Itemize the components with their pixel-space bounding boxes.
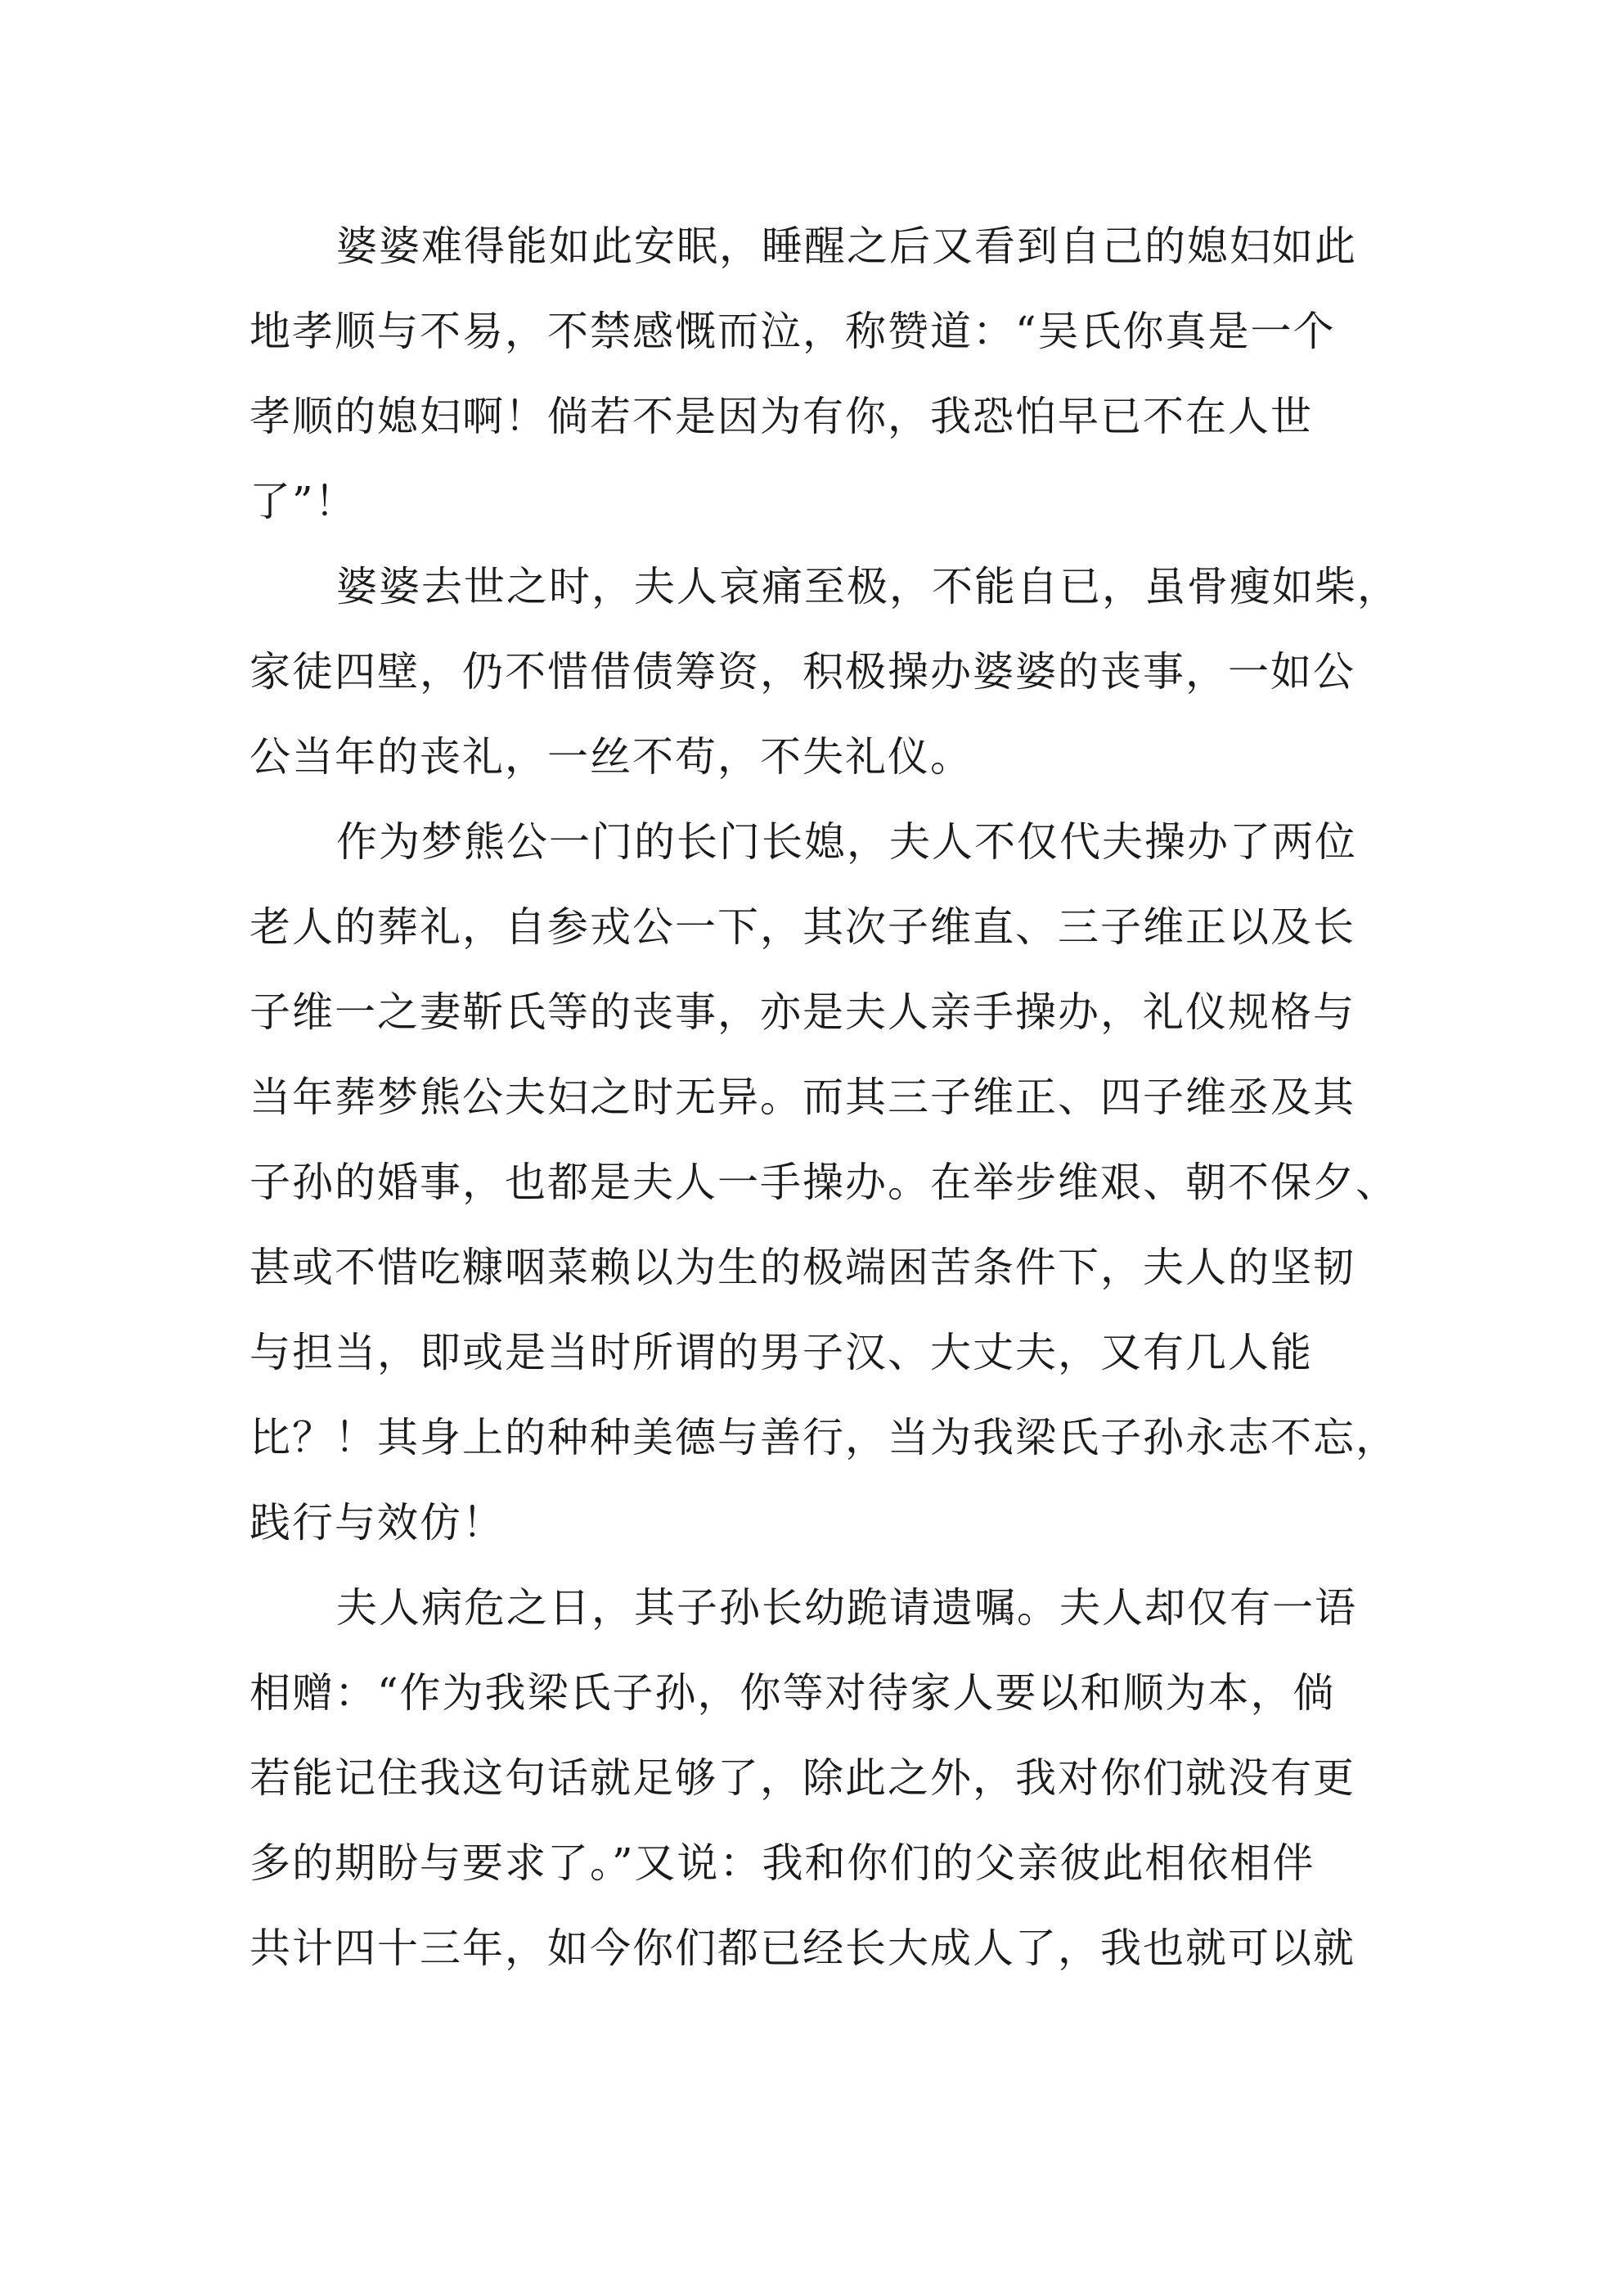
paragraph-1-line-1: 婆婆难得能如此安眠，睡醒之后又看到自己的媳妇如此 (336, 223, 1357, 270)
paragraph-3-line-6: 甚或不惜吃糠咽菜赖以为生的极端困苦条件下，夫人的坚韧 (250, 1244, 1355, 1291)
paragraph-1-line-4: 了”！ (250, 478, 357, 525)
paragraph-4-line-4: 多的期盼与要求了。”又说：我和你们的父亲彼此相依相伴 (250, 1839, 1315, 1887)
paragraph-3-line-2: 老人的葬礼，自参戎公一下，其次子维直、三子维正以及长 (250, 903, 1355, 951)
paragraph-2-line-1: 婆婆去世之时，夫人哀痛至极，不能自已，虽骨瘦如柴， (336, 563, 1400, 610)
paragraph-3-line-4: 当年葬梦熊公夫妇之时无异。而其三子维正、四子维丞及其 (250, 1074, 1355, 1121)
paragraph-2-line-2: 家徒四壁，仍不惜借债筹资，积极操办婆婆的丧事，一如公 (250, 648, 1355, 696)
paragraph-3-line-9: 践行与效仿！ (250, 1499, 505, 1546)
paragraph-3-line-7: 与担当，即或是当时所谓的男子汉、大丈夫，又有几人能 (250, 1329, 1313, 1376)
paragraph-4-line-5: 共计四十三年，如今你们都已经长大成人了，我也就可以就 (250, 1925, 1355, 1972)
paragraph-3-line-1: 作为梦熊公一门的长门长媳，夫人不仅代夫操办了两位 (336, 818, 1357, 866)
paragraph-4-line-3: 若能记住我这句话就足够了，除此之外，我对你们就没有更 (250, 1754, 1355, 1802)
paragraph-1-line-2: 地孝顺与不易，不禁感慨而泣，称赞道：“吴氏你真是一个 (250, 308, 1336, 355)
body-text (250, 213, 1400, 2000)
paragraph-1-line-3: 孝顺的媳妇啊！倘若不是因为有你，我恐怕早已不在人世 (250, 393, 1313, 440)
paragraph-3-line-5: 子孙的婚事，也都是夫人一手操办。在举步维艰、朝不保夕、 (250, 1159, 1398, 1206)
paragraph-4-line-1: 夫人病危之日，其子孙长幼跪请遗嘱。夫人却仅有一语 (336, 1584, 1357, 1632)
paragraph-3-line-8: 比？！其身上的种种美德与善行，当为我梁氏子孙永志不忘， (250, 1414, 1398, 1461)
paragraph-3-line-3: 子维一之妻靳氏等的丧事，亦是夫人亲手操办，礼仪规格与 (250, 988, 1355, 1036)
paragraph-2-line-3: 公当年的丧礼，一丝不苟，不失礼仪。 (250, 733, 973, 781)
paragraph-4-line-2: 相赠：“作为我梁氏子孙，你等对待家人要以和顺为本，倘 (250, 1669, 1336, 1717)
